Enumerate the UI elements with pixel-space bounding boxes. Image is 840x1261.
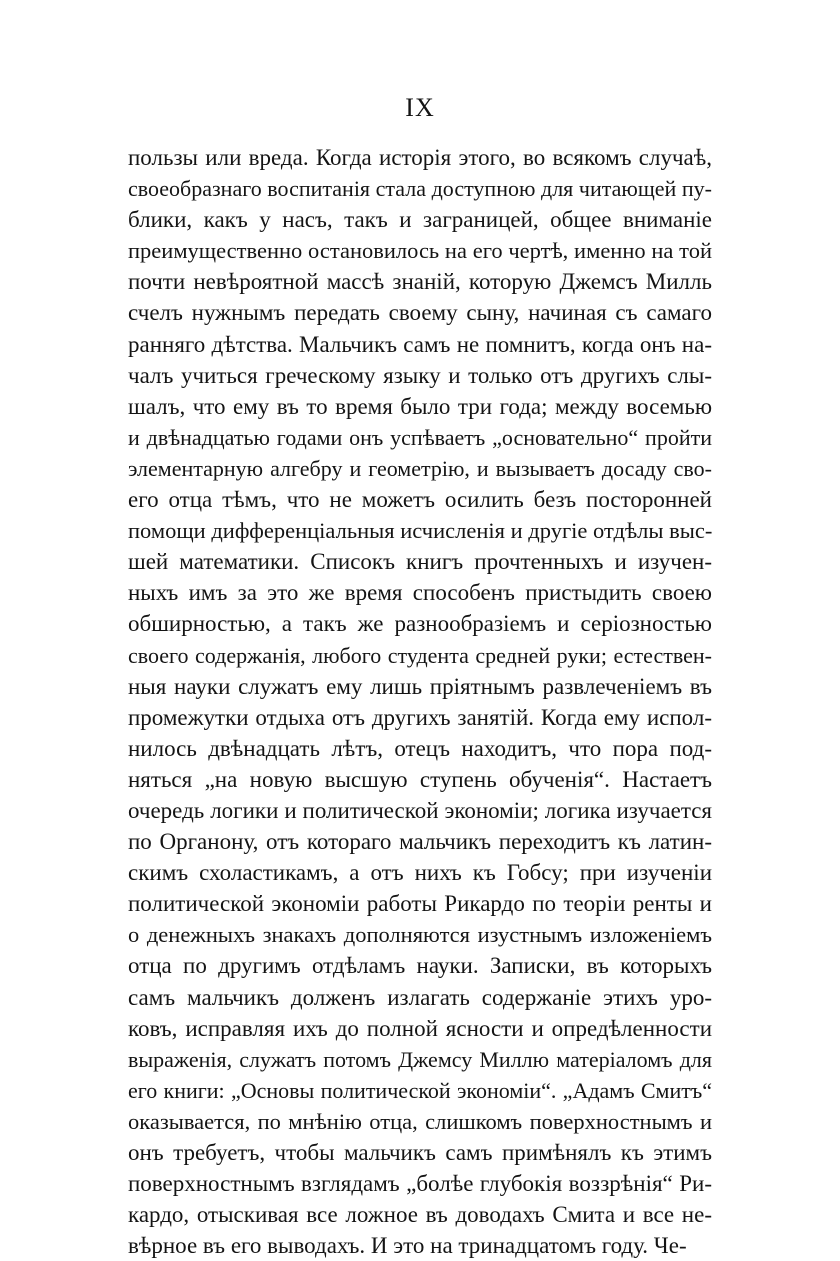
text-line: няться „на новую высшую ступень обученія“. Настаетъ (128, 766, 712, 792)
text-line: и двѣнадцатью годами онъ успѣваетъ „основательно“ пройти (128, 424, 712, 450)
text-line: помощи дифференціальныя исчисленія и другіе отдѣлы выс- (128, 518, 713, 544)
text-line: отца по другимъ отдѣламъ науки. Записки, въ которыхъ (128, 953, 712, 979)
text-line: счелъ нужнымъ передать своему сыну, начиная съ самаго (128, 300, 712, 326)
text-line: почти невѣроятной массѣ знаній, которую Джемсъ Милль (128, 269, 712, 295)
text-line: по Органону, отъ котораго мальчикъ переходитъ къ латин- (128, 829, 712, 855)
text-line: обширностью, а такъ же разнообразіемъ и серіозностью (128, 611, 712, 637)
text-line: политической экономіи работы Рикардо по теоріи ренты и (128, 891, 712, 917)
text-line: преимущественно остановилось на его чертѣ, именно на той (128, 238, 712, 264)
text-line: онъ требуетъ, чтобы мальчикъ самъ примѣнялъ къ этимъ (128, 1140, 712, 1165)
text-line: чалъ учиться греческому языку и только отъ другихъ слы- (128, 362, 712, 388)
text-line: блики, какъ у насъ, такъ и заграницей, общее вниманіе (128, 207, 712, 233)
text-line: выраженія, служатъ потомъ Джемсу Миллю матеріаломъ для (128, 1046, 712, 1072)
text-line: ныхъ имъ за это же время способенъ пристыдить своею (128, 580, 712, 606)
text-line: элементарную алгебру и геометрію, и вызываетъ досаду сво- (128, 455, 712, 481)
text-line: его отца тѣмъ, что не можетъ осилить безъ посторонней (128, 487, 712, 513)
body-text (128, 142, 712, 1261)
text-line: самъ мальчикъ долженъ излагать содержаніе этихъ уро- (128, 984, 712, 1010)
page-number: IX (405, 93, 435, 122)
text-line: пользы или вреда. Когда исторія этого, во всякомъ случаѣ, (128, 145, 712, 170)
text-line: ранняго дѣтства. Мальчикъ самъ не помнитъ, когда онъ на- (128, 331, 712, 357)
text-line: поверхностнымъ взглядамъ „болѣе глубокія воззрѣнія“ Ри- (128, 1171, 712, 1197)
text-line: очередь логики и политической экономіи; логика изучается (128, 797, 712, 823)
text-line: своеобразнаго воспитанія стала доступною для читающей пу- (128, 176, 712, 202)
text-line: оказывается, по мнѣнію отца, слишкомъ поверхностнымъ и (128, 1108, 712, 1134)
text-line: своего содержанія, любого студента средней руки; естествен- (128, 642, 712, 668)
text-line: шалъ, что ему въ то время было три года; между восемью (128, 393, 712, 419)
text-line: скимъ схоластикамъ, а отъ нихъ къ Гобсу; при изученіи (128, 860, 712, 886)
text-line: нилось двѣнадцать лѣтъ, отецъ находитъ, что пора под- (128, 735, 712, 761)
text-line: о денежныхъ знакахъ дополняются изустнымъ изложеніемъ (128, 922, 712, 948)
text-line: его книги: „Основы политической экономіи“. „Адамъ Смитъ“ (128, 1077, 712, 1103)
text-line: промежутки отдыха отъ другихъ занятій. Когда ему испол- (128, 704, 712, 730)
text-line: кардо, отыскивая все ложное въ доводахъ Смита и все не- (128, 1202, 712, 1228)
text-line: шей математики. Списокъ книгъ прочтенныхъ и изучен- (128, 549, 712, 575)
text-line: ковъ, исправляя ихъ до полной ясности и опредѣленности (128, 1015, 712, 1041)
text-line: вѣрное въ его выводахъ. И это на тринадцатомъ году. Че- (128, 1233, 687, 1259)
text-line: ныя науки служатъ ему лишь пріятнымъ развлеченіемъ въ (128, 673, 712, 699)
